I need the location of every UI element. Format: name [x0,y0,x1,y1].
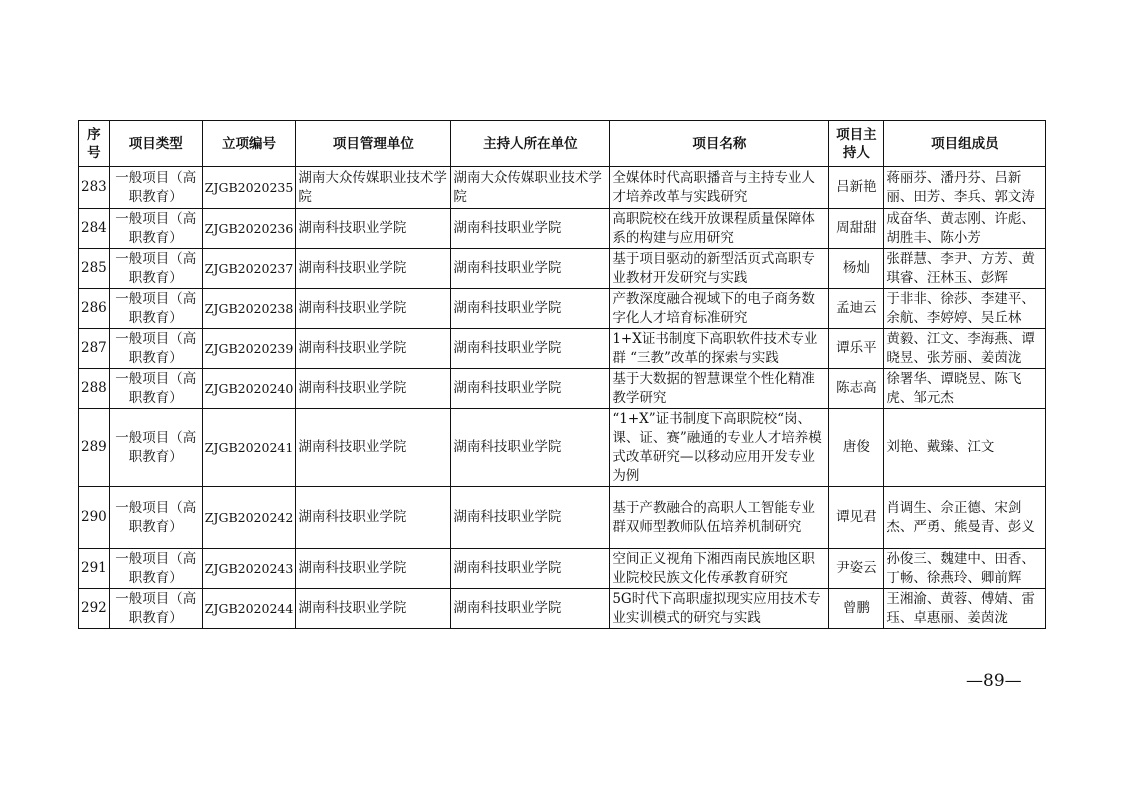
cell-management-unit: 湖南科技职业学院 [296,409,451,487]
cell-host-unit: 湖南科技职业学院 [451,209,610,249]
cell-project-leader: 谭见君 [829,487,884,549]
cell-project-leader: 尹姿云 [829,549,884,589]
cell-project-members: 孙俊三、魏建中、田香、丁畅、徐燕玲、卿前辉 [884,549,1046,589]
cell-index: 285 [79,249,110,289]
cell-project-code: ZJGB2020240 [202,369,296,409]
cell-project-name: 5G时代下高职虚拟现实应用技术专业实训模式的研究与实践 [610,589,829,629]
cell-project-leader: 周甜甜 [829,209,884,249]
cell-project-code: ZJGB2020237 [202,249,296,289]
cell-project-members: 黄毅、江文、李海燕、谭晓昱、张芳丽、姜茵泷 [884,329,1046,369]
cell-project-type: 一般项目（高职教育） [109,589,202,629]
cell-index: 290 [79,487,110,549]
cell-index: 292 [79,589,110,629]
cell-host-unit: 湖南科技职业学院 [451,549,610,589]
cell-management-unit: 湖南科技职业学院 [296,329,451,369]
cell-index: 284 [79,209,110,249]
cell-host-unit: 湖南科技职业学院 [451,249,610,289]
page-number: —89— [966,671,1022,691]
cell-project-members: 蒋丽芬、潘丹芬、吕新丽、田芳、李兵、郭文涛 [884,167,1046,209]
cell-index: 288 [79,369,110,409]
header-project-name: 项目名称 [610,121,829,167]
header-host-unit: 主持人所在单位 [451,121,610,167]
table-body [79,167,1046,629]
cell-project-name: 基于产教融合的高职人工智能专业群双师型教师队伍培养机制研究 [610,487,829,549]
table-row [79,589,1046,629]
cell-project-code: ZJGB2020239 [202,329,296,369]
cell-host-unit: 湖南科技职业学院 [451,409,610,487]
table-row [79,329,1046,369]
cell-project-leader: 吕新艳 [829,167,884,209]
cell-index: 291 [79,549,110,589]
cell-project-members: 张群慧、李尹、方芳、黄琪睿、汪林玉、彭辉 [884,249,1046,289]
cell-management-unit: 湖南科技职业学院 [296,289,451,329]
cell-project-members: 王湘渝、黄蓉、傅婧、雷珏、卓惠丽、姜茵泷 [884,589,1046,629]
cell-project-members: 成奋华、黄志刚、许彪、胡胜丰、陈小芳 [884,209,1046,249]
cell-project-name: 基于大数据的智慧课堂个性化精准教学研究 [610,369,829,409]
header-project-members: 项目组成员 [884,121,1046,167]
cell-project-type: 一般项目（高职教育） [109,289,202,329]
cell-project-type: 一般项目（高职教育） [109,409,202,487]
cell-project-leader: 杨灿 [829,249,884,289]
cell-project-leader: 谭乐平 [829,329,884,369]
cell-project-type: 一般项目（高职教育） [109,209,202,249]
cell-host-unit: 湖南科技职业学院 [451,487,610,549]
cell-project-code: ZJGB2020241 [202,409,296,487]
cell-project-type: 一般项目（高职教育） [109,487,202,549]
header-index: 序号 [79,121,110,167]
header-project-leader: 项目主持人 [829,121,884,167]
cell-project-name: 空间正义视角下湘西南民族地区职业院校民族文化传承教育研究 [610,549,829,589]
cell-host-unit: 湖南科技职业学院 [451,289,610,329]
cell-index: 287 [79,329,110,369]
cell-project-leader: 孟迪云 [829,289,884,329]
cell-project-code: ZJGB2020236 [202,209,296,249]
cell-project-code: ZJGB2020235 [202,167,296,209]
cell-management-unit: 湖南科技职业学院 [296,249,451,289]
table-row [79,487,1046,549]
cell-project-name: 基于项目驱动的新型活页式高职专业教材开发研究与实践 [610,249,829,289]
cell-project-code: ZJGB2020243 [202,549,296,589]
header-project-code: 立项编号 [202,121,296,167]
cell-project-name: 全媒体时代高职播音与主持专业人才培养改革与实践研究 [610,167,829,209]
cell-host-unit: 湖南科技职业学院 [451,589,610,629]
cell-host-unit: 湖南科技职业学院 [451,369,610,409]
project-table [78,120,1046,629]
cell-index: 286 [79,289,110,329]
cell-management-unit: 湖南科技职业学院 [296,369,451,409]
cell-project-type: 一般项目（高职教育） [109,369,202,409]
cell-project-type: 一般项目（高职教育） [109,329,202,369]
cell-management-unit: 湖南大众传媒职业技术学院 [296,167,451,209]
cell-index: 283 [79,167,110,209]
cell-management-unit: 湖南科技职业学院 [296,209,451,249]
table-header-row [79,121,1046,167]
table-row [79,409,1046,487]
cell-project-code: ZJGB2020244 [202,589,296,629]
cell-project-leader: 陈志高 [829,369,884,409]
cell-project-members: 肖调生、佘正德、宋剑杰、严勇、熊曼青、彭义 [884,487,1046,549]
cell-project-type: 一般项目（高职教育） [109,167,202,209]
cell-host-unit: 湖南科技职业学院 [451,329,610,369]
cell-project-name: “1+X”证书制度下高职院校“岗、课、证、赛”融通的专业人才培养模式改革研究—以移动应用开发专业为例 [610,409,829,487]
cell-host-unit: 湖南大众传媒职业技术学院 [451,167,610,209]
header-project-type: 项目类型 [109,121,202,167]
cell-project-leader: 曾鹏 [829,589,884,629]
cell-project-type: 一般项目（高职教育） [109,549,202,589]
cell-project-code: ZJGB2020242 [202,487,296,549]
cell-project-code: ZJGB2020238 [202,289,296,329]
cell-project-members: 徐署华、谭晓昱、陈飞虎、邹元杰 [884,369,1046,409]
cell-project-name: 产教深度融合视域下的电子商务数字化人才培育标准研究 [610,289,829,329]
cell-project-members: 于非非、徐莎、李建平、余航、李婷婷、吴丘林 [884,289,1046,329]
table-row [79,549,1046,589]
table-row [79,289,1046,329]
cell-project-members: 刘艳、戴臻、江文 [884,409,1046,487]
cell-project-name: 高职院校在线开放课程质量保障体系的构建与应用研究 [610,209,829,249]
table-row [79,249,1046,289]
cell-management-unit: 湖南科技职业学院 [296,549,451,589]
cell-project-leader: 唐俊 [829,409,884,487]
cell-project-name: 1+X证书制度下高职软件技术专业群 “三教”改革的探索与实践 [610,329,829,369]
header-management-unit: 项目管理单位 [296,121,451,167]
cell-project-type: 一般项目（高职教育） [109,249,202,289]
table-row [79,209,1046,249]
cell-management-unit: 湖南科技职业学院 [296,487,451,549]
table-row [79,369,1046,409]
table-row [79,167,1046,209]
cell-index: 289 [79,409,110,487]
cell-management-unit: 湖南科技职业学院 [296,589,451,629]
